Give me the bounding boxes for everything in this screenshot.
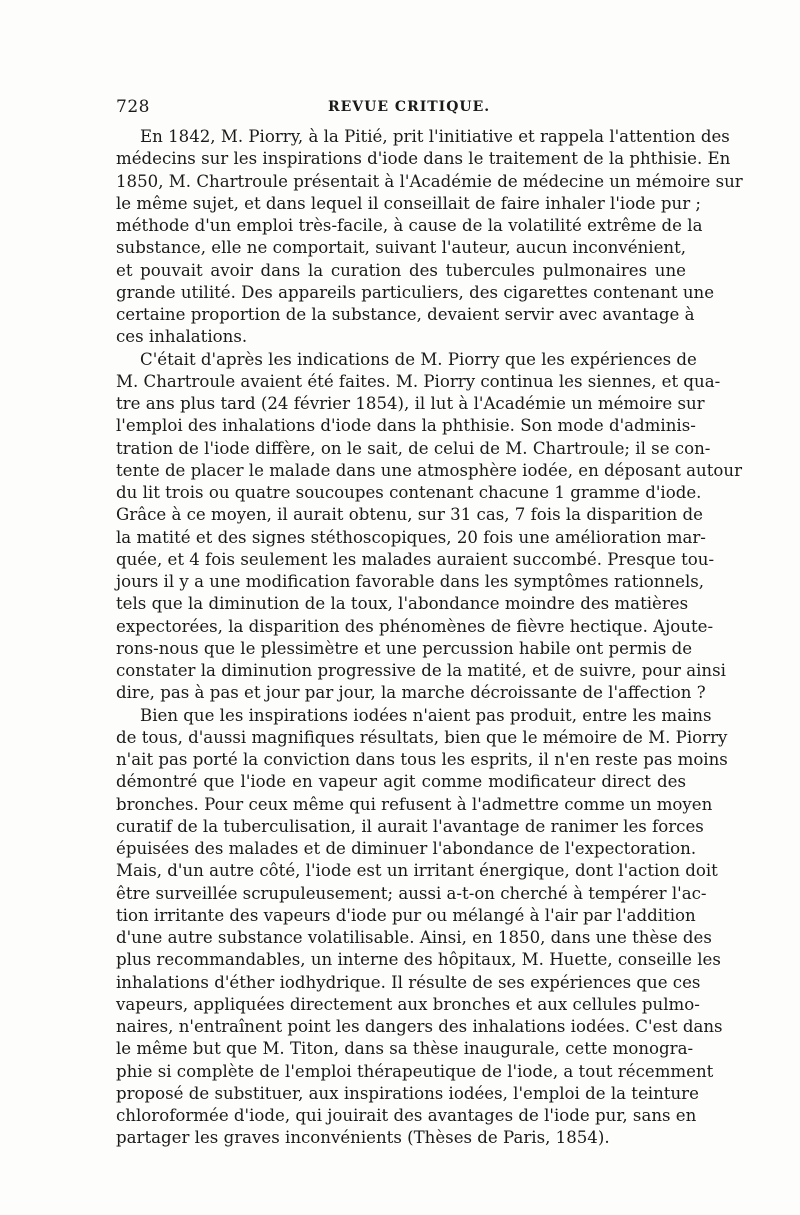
text-line: méthode d'un emploi très-facile, à cause de la volatilité extrême de la bbox=[116, 216, 703, 235]
text-line: M. Chartroule avaient été faites. M. Piorry continua les siennes, et qua- bbox=[116, 371, 721, 391]
text-line: bronches. Pour ceux même qui refusent à l'admettre comme un moyen bbox=[116, 794, 713, 814]
text-line: constater la diminution progressive de la matité, et de suivre, pour ainsi bbox=[116, 661, 726, 680]
text-line: proposé de substituer, aux inspirations iodées, l'emploi de la teinture bbox=[116, 1083, 699, 1103]
text-line: épuisées des malades et de diminuer l'abondance de l'expectoration. bbox=[116, 839, 697, 858]
text-line: partager les graves inconvénients (Thèses de Paris, 1854). bbox=[116, 1128, 610, 1148]
text-line: du lit trois ou quatre soucoupes contenant chacune 1 gramme d'iode. bbox=[116, 483, 702, 502]
text-line: démontré que l'iode en vapeur agit comme modificateur direct des bbox=[116, 772, 686, 792]
page-header bbox=[116, 97, 686, 121]
text-line: curatif de la tuberculisation, il aurait l'avantage de ranimer les forces bbox=[116, 816, 704, 836]
paragraph bbox=[116, 349, 743, 705]
running-title: REVUE CRITIQUE. bbox=[328, 99, 491, 115]
text-line: En 1842, M. Piorry, à la Pitié, prit l'initiative et rappela l'attention des bbox=[140, 127, 730, 146]
text-line: phie si complète de l'emploi thérapeutique de l'iode, a tout récemment bbox=[116, 1061, 714, 1081]
text-line: dire, pas à pas et jour par jour, la marche décroissante de l'affection ? bbox=[116, 683, 706, 703]
text-line: la matité et des signes stéthoscopiques, 20 fois une amélioration mar- bbox=[116, 527, 706, 547]
text-line: être surveillée scrupuleusement; aussi a-t-on cherché à tempérer l'ac- bbox=[116, 883, 707, 903]
text-line: tels que la diminution de la toux, l'abondance moindre des matières bbox=[116, 594, 689, 614]
page-number: 728 bbox=[116, 97, 150, 117]
text-line: d'une autre substance volatilisable. Ainsi, en 1850, dans une thèse des bbox=[116, 928, 712, 947]
text-line: tration de l'iode diffère, on le sait, de celui de M. Chartroule; il se con- bbox=[116, 438, 711, 458]
paragraph bbox=[116, 705, 728, 1150]
text-line: tion irritante des vapeurs d'iode pur ou mélangé à l'air par l'addition bbox=[116, 905, 696, 925]
paragraph bbox=[116, 126, 743, 349]
text-line: expectorées, la disparition des phénomènes de fièvre hectique. Ajoute- bbox=[116, 616, 714, 636]
text-line: médecins sur les inspirations d'iode dans le traitement de la phthisie. En bbox=[116, 149, 731, 169]
text-line: Grâce à ce moyen, il aurait obtenu, sur 31 cas, 7 fois la disparition de bbox=[116, 505, 703, 525]
text-line: 1850, M. Chartroule présentait à l'Académie de médecine un mémoire sur bbox=[116, 171, 743, 191]
text-line: l'emploi des inhalations d'iode dans la phthisie. Son mode d'adminis- bbox=[116, 416, 696, 436]
text-line: inhalations d'éther iodhydrique. Il résulte de ses expériences que ces bbox=[116, 972, 701, 992]
text-line: vapeurs, appliquées directement aux bronches et aux cellules pulmo- bbox=[116, 994, 700, 1014]
text-line: grande utilité. Des appareils particuliers, des cigarettes contenant une bbox=[116, 282, 715, 302]
text-line: certaine proportion de la substance, devaient servir avec avantage à bbox=[116, 305, 695, 324]
text-line: le même but que M. Titon, dans sa thèse inaugurale, cette monogra- bbox=[116, 1039, 694, 1059]
text-line: naires, n'entraînent point les dangers des inhalations iodées. C'est dans bbox=[116, 1017, 723, 1036]
text-line: Mais, d'un autre côté, l'iode est un irritant énergique, dont l'action doit bbox=[116, 861, 718, 881]
text-line: de tous, d'aussi magnifiques résultats, bien que le mémoire de M. Piorry bbox=[116, 727, 728, 747]
text-line: le même sujet, et dans lequel il conseillait de faire inhaler l'iode pur ; bbox=[116, 193, 702, 213]
text-line: rons-nous que le plessimètre et une percussion habile ont permis de bbox=[116, 638, 693, 658]
text-line: tre ans plus tard (24 février 1854), il lut à l'Académie un mémoire sur bbox=[116, 394, 705, 413]
text-line: jours il y a une modification favorable dans les symptômes rationnels, bbox=[116, 572, 705, 591]
text-line: C'était d'après les indications de M. Piorry que les expériences de bbox=[140, 349, 697, 369]
text-line: ces inhalations. bbox=[116, 327, 248, 347]
body-text bbox=[116, 126, 743, 1150]
text-line: tente de placer le malade dans une atmosphère iodée, en déposant autour bbox=[116, 460, 743, 480]
text-line: Bien que les inspirations iodées n'aient pas produit, entre les mains bbox=[140, 705, 712, 725]
text-line: et pouvait avoir dans la curation des tubercules pulmonaires une bbox=[116, 260, 686, 280]
text-line: quée, et 4 fois seulement les malades auraient succombé. Presque tou- bbox=[116, 549, 715, 569]
text-line: n'ait pas porté la conviction dans tous les esprits, il n'en reste pas moins bbox=[116, 750, 728, 769]
text-line: chloroformée d'iode, qui jouirait des avantages de l'iode pur, sans en bbox=[116, 1106, 697, 1125]
text-line: plus recommandables, un interne des hôpitaux, M. Huette, conseille les bbox=[116, 950, 721, 970]
text-line: substance, elle ne comportait, suivant l'auteur, aucun inconvénient, bbox=[116, 238, 687, 258]
